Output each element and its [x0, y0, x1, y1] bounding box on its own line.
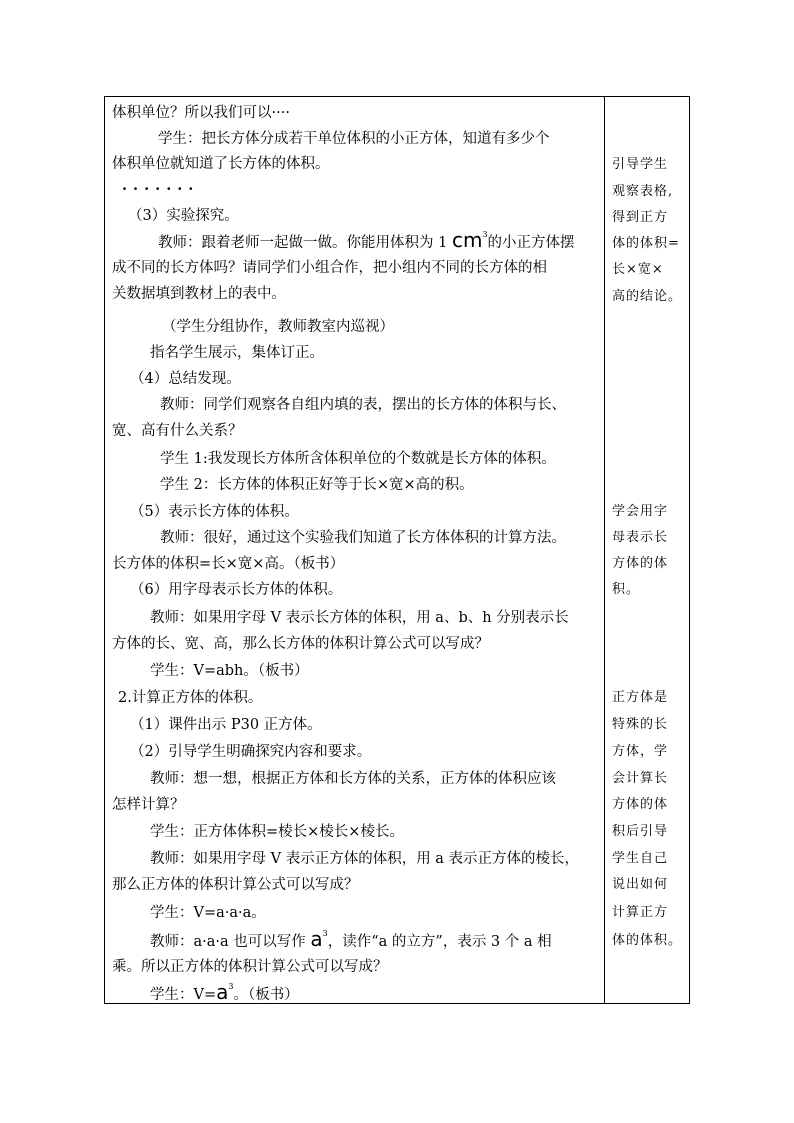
- ellipsis-dots: ·······: [122, 181, 200, 198]
- text-line: 学生：把长方体分成若干单位体积的小正方体，知道有多少个: [158, 131, 550, 147]
- text-line: （2）引导学生明确探究内容和要求。: [130, 744, 372, 760]
- text-line: 体积单位就知道了长方体的体积。: [112, 156, 330, 172]
- text-part: 学生：V=: [150, 987, 217, 1003]
- column-divider: [604, 96, 605, 1004]
- note-line: 积。: [612, 582, 641, 597]
- note-line: 体的体积。: [612, 933, 683, 948]
- text-line: 教师：如果用字母 V 表示长方体的体积，用 a、b、h 分别表示长: [150, 610, 569, 626]
- note-line: 方体的体: [612, 556, 669, 571]
- note-line: 方体，学: [612, 744, 669, 759]
- text-line: 怎样计算？: [112, 797, 185, 813]
- text-line: 学生 1:我发现长方体所含体积单位的个数就是长方体的体积。: [160, 451, 556, 467]
- text-part: 。（板书）: [233, 987, 299, 1003]
- text-line: 指名学生展示，集体订正。: [150, 345, 324, 361]
- note-line: 观察表格,: [612, 184, 674, 199]
- unit-cm: cm: [451, 228, 483, 252]
- var-a: a: [310, 927, 323, 951]
- text-line: 体积单位？所以我们可以····: [112, 105, 290, 121]
- superscript: 3: [228, 982, 234, 991]
- note-line: 引导学生: [612, 157, 669, 172]
- text-line: （6）用字母表示长方体的体积。: [130, 582, 343, 598]
- note-line: 长×宽×: [612, 262, 664, 277]
- text-line: （4）总结发现。: [130, 371, 241, 387]
- text-line: （5）表示长方体的体积。: [130, 504, 299, 520]
- text-line: （1）课件出示 P30 正方体。: [130, 717, 322, 733]
- text-line: 教师：同学们观察各自组内填的表，摆出的长方体的体积与长、: [160, 397, 566, 413]
- note-line: 特殊的长: [612, 717, 669, 732]
- note-line: 体的体积=: [612, 236, 680, 251]
- note-line: 积后引导: [612, 824, 669, 839]
- note-line: 高的结论。: [612, 289, 683, 304]
- text-line: 教师：如果用字母 V 表示正方体的体积，用 a 表示正方体的棱长，: [150, 851, 580, 867]
- text-line: 那么正方体的体积计算公式可以写成？: [112, 877, 359, 893]
- text-line: [150, 927, 552, 951]
- note-line: 计算正方: [612, 905, 669, 920]
- note-line: 母表示长: [612, 530, 669, 545]
- text-line: 2.计算正方体的体积。: [118, 690, 263, 706]
- note-line: 说出如何: [612, 877, 669, 892]
- text-line: [158, 228, 575, 252]
- text-line: 成不同的长方体吗？请同学们小组合作，把小组内不同的长方体的相: [112, 260, 547, 276]
- text-line: （学生分组协作，教师教室内巡视）: [162, 319, 394, 335]
- note-line: 学会用字: [612, 504, 669, 519]
- text-line: 学生：V=a·a·a。: [150, 905, 266, 921]
- text-line: 长方体的体积=长×宽×高。（板书）: [112, 556, 345, 572]
- text-line: 宽、高有什么关系？: [112, 423, 243, 439]
- text-part: 教师：跟着老师一起做一做。你能用体积为 1: [158, 235, 452, 251]
- text-line: [150, 980, 299, 1004]
- text-line: 方体的长、宽、高，那么长方体的体积计算公式可以写成？: [112, 636, 489, 652]
- text-line: 学生 2：长方体的体积正好等于长×宽×高的积。: [160, 477, 474, 493]
- text-line: 教师：很好，通过这个实验我们知道了长方体体积的计算方法。: [160, 530, 566, 546]
- text-line: 关数据填到教材上的表中。: [112, 286, 286, 302]
- text-part: 教师：a·a·a 也可以写作: [150, 934, 311, 950]
- superscript: 3: [482, 230, 488, 239]
- note-line: 会计算长: [612, 771, 669, 786]
- note-line: 学生自己: [612, 851, 669, 866]
- var-a: a: [216, 980, 229, 1004]
- note-line: 方体的体: [612, 797, 669, 812]
- text-part: 的小正方体摆: [487, 235, 575, 251]
- text-part: ，读作“a 的立方”，表示 3 个 a 相: [327, 934, 552, 950]
- text-line: 教师：想一想，根据正方体和长方体的关系，正方体的体积应该: [150, 771, 556, 787]
- superscript: 3: [322, 929, 328, 938]
- text-line: 乘。所以正方体的体积计算公式可以写成？: [112, 959, 388, 975]
- text-line: 学生：正方体体积=棱长×棱长×棱长。: [150, 824, 404, 840]
- note-line: 得到正方: [612, 210, 669, 225]
- text-line: 学生：V=abh。（板书）: [150, 663, 309, 679]
- text-line: （3）实验探究。: [128, 208, 239, 224]
- note-line: 正方体是: [612, 690, 669, 705]
